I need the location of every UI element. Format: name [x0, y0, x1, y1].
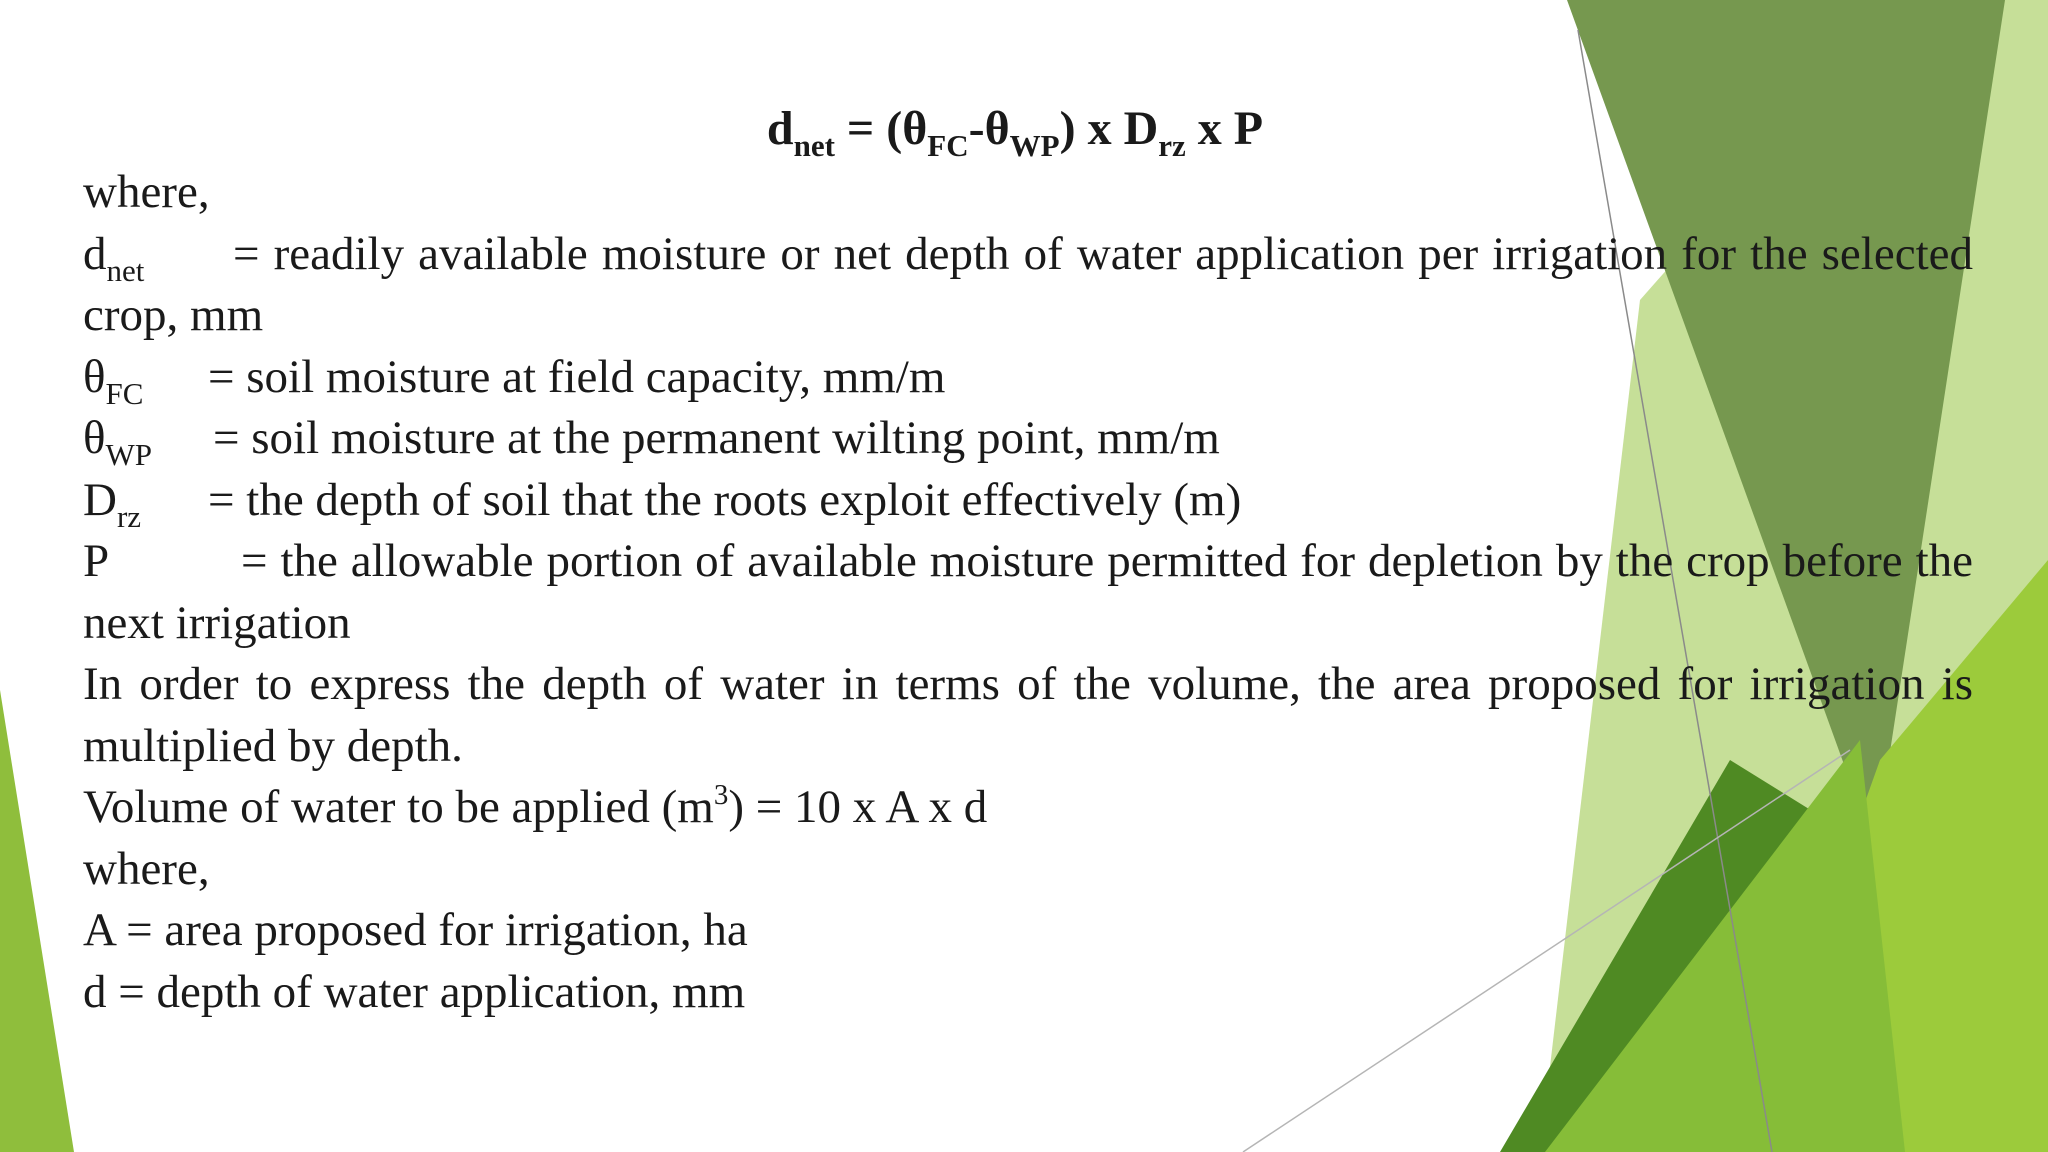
symbol-theta-fc: $\theta_{FC}$: [83, 350, 144, 411]
definition-wp: [83, 408, 1973, 470]
left-green-sliver: [0, 690, 74, 1152]
formula-minus-theta: -θ: [968, 102, 1010, 155]
definition-dnet-text: = readily available moisture or net depth of water application per irrigation for the selected crop, mm: [83, 227, 1973, 341]
formula-wp-sub: WP: [1009, 128, 1060, 163]
formula-heading: [83, 98, 1973, 163]
volume-formula: Volume of water to be applied $(m^3) = 10$ x A x d: [83, 779, 988, 833]
where-label-2: where,: [83, 842, 210, 895]
symbol-drz: $D_{rz}$: [83, 473, 142, 534]
definition-wp-text: = soil moisture at the permanent wilting point, mm/m: [213, 412, 1220, 464]
definition-fc-text: = soil moisture at field capacity, mm/m: [208, 350, 946, 403]
definition-a: A = area proposed for irrigation, ha: [83, 904, 748, 956]
cubic-superscript: 3: [713, 779, 729, 811]
formula-close-d: ) x D: [1059, 102, 1159, 155]
definition-dnet: [83, 224, 1973, 347]
formula-net-sub: net: [793, 128, 835, 163]
definition-fc: [83, 347, 1973, 409]
symbol-p: P: [83, 535, 110, 587]
formula-d: d: [766, 102, 794, 155]
definition-d: d = depth of water application, mm: [83, 965, 746, 1018]
where-label: where,: [83, 166, 210, 218]
symbol-theta-wp: $\theta_{WP}$: [83, 412, 153, 472]
formula-eq-open: = (θ: [834, 102, 928, 155]
formula-fc-sub: FC: [927, 128, 969, 163]
formula-tail: x P: [1185, 102, 1264, 155]
definition-drz: [83, 470, 1973, 532]
definition-drz-text: = the depth of soil that the roots exploit effectively (m): [208, 473, 1242, 526]
definition-p-text: = the allowable portion of available moisture permitted for depletion by the crop before the next irrigation: [83, 535, 1973, 649]
formula-rz-sub: rz: [1158, 128, 1186, 163]
slide-content: [83, 98, 1973, 1023]
volume-paragraph: In order to express the depth of water in terms of the volume, the area proposed for irrigation is multiplied by depth.: [83, 658, 1973, 772]
definition-p: [83, 531, 1973, 654]
symbol-dnet: $d_{net}$: [83, 227, 145, 288]
